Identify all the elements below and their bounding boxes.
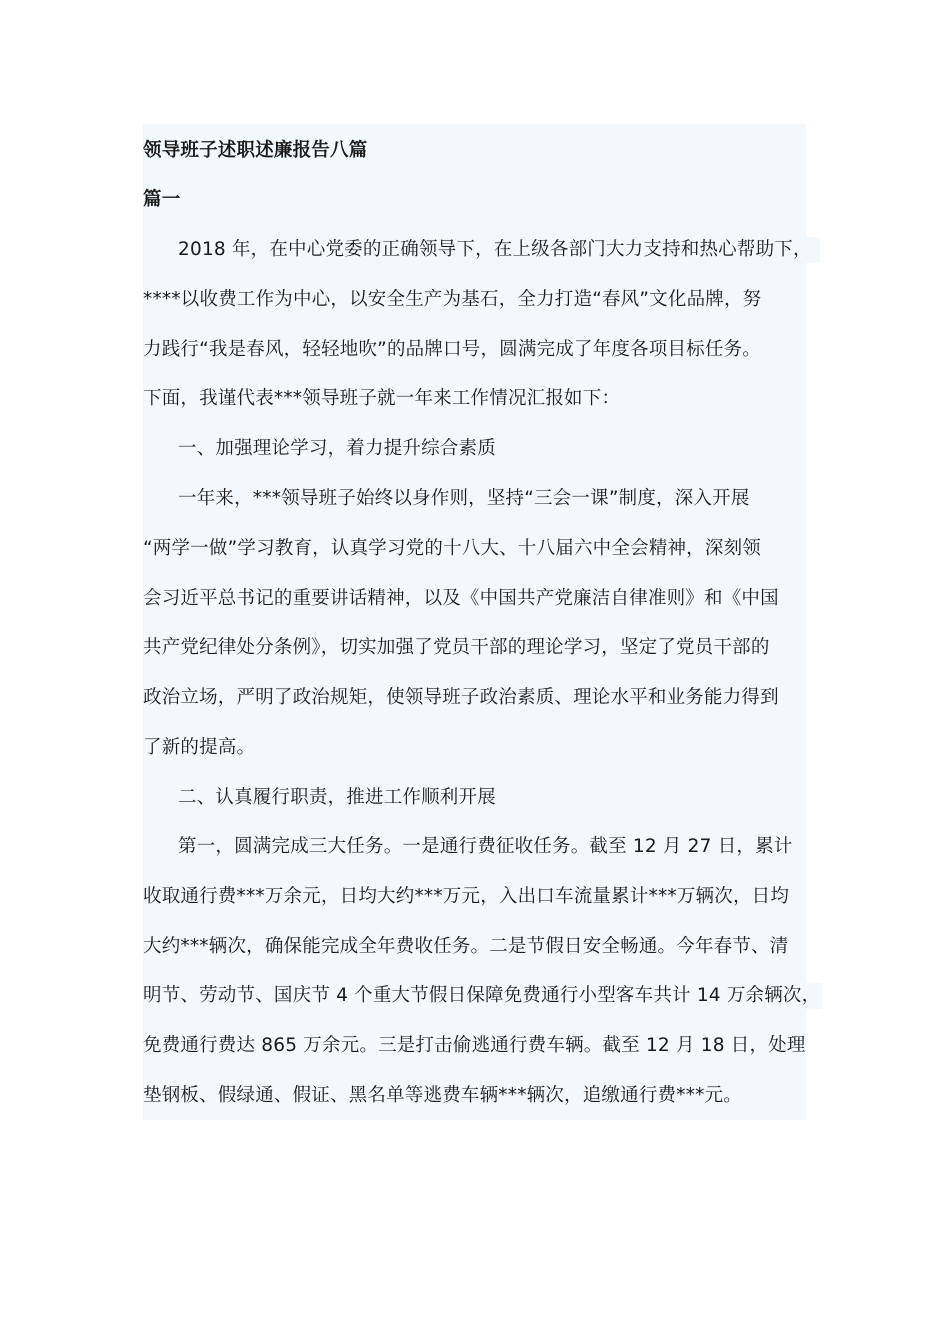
paragraph-line: 垫钢板、假绿通、假证、黑名单等逃费车辆***辆次，追缴通行费***元。 [143,1085,743,1106]
paragraph-line: 共产党纪律处分条例》，切实加强了党员干部的理论学习，坚定了党员干部的 [143,637,770,658]
paragraph-line: 下面，我谨代表***领导班子就一年来工作情况汇报如下： [143,388,621,409]
paragraph-line: 政治立场，严明了政治规矩，使领导班子政治素质、理论水平和业务能力得到 [143,687,779,708]
paragraph-line: 会习近平总书记的重要讲话精神，以及《中国共产党廉洁自律准则》和《中国 [143,588,779,609]
paragraph-line: 了新的提高。 [143,737,256,758]
paragraph-line: 收取通行费***万余元，日均大约***万元，入出口车流量累计***万辆次，日均 [143,886,790,907]
paragraph-line: 一年来，***领导班子始终以身作则，坚持“三会一课”制度，深入开展 [178,488,750,509]
paragraph-line: 力践行“我是春风，轻轻地吹”的品牌口号，圆满完成了年度各项目标任务。 [143,339,761,360]
paragraph-line: ****以收费工作为中心，以安全生产为基石，全力打造“春风”文化品牌，努 [143,289,762,310]
paragraph-line: 2018 年，在中心党委的正确领导下，在上级各部门大力支持和热心帮助下， [178,239,812,260]
paragraph-line: 免费通行费达 865 万余元。三是打击偷逃通行费车辆。截至 12 月 18 日，处理 [143,1035,806,1056]
document-title: 领导班子述职述廉报告八篇 [143,140,368,161]
document-body [143,124,806,1120]
subheading-1: 一、加强理论学习，着力提升综合素质 [178,438,496,459]
paragraph-line: 明节、劳动节、国庆节 4 个重大节假日保障免费通行小型客车共计 14 万余辆次， [143,985,821,1006]
subheading-2: 二、认真履行职责，推进工作顺利开展 [178,787,496,808]
paragraph-line: 大约***辆次，确保能完成全年费收任务。二是节假日安全畅通。今年春节、清 [143,936,789,957]
paragraph-line: 第一，圆满完成三大任务。一是通行费征收任务。截至 12 月 27 日，累计 [178,836,793,857]
paragraph-line: “两学一做”学习教育，认真学习党的十八大、十八届六中全会精神，深刻领 [143,538,761,559]
section-heading: 篇一 [143,189,181,210]
